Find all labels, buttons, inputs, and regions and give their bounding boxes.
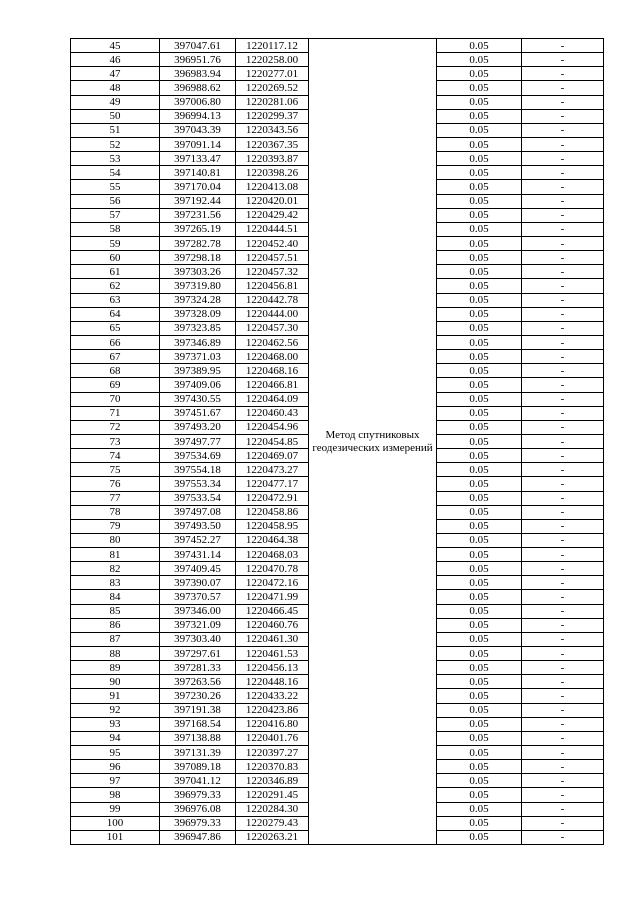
x-coordinate-cell: 397091.14 (160, 137, 236, 151)
error-cell: 0.05 (437, 152, 522, 166)
error-cell: 0.05 (437, 321, 522, 335)
error-cell: 0.05 (437, 307, 522, 321)
x-coordinate-cell: 396988.62 (160, 81, 236, 95)
error-cell: 0.05 (437, 533, 522, 547)
x-coordinate-cell: 397140.81 (160, 166, 236, 180)
x-coordinate-cell: 397231.56 (160, 208, 236, 222)
point-number-cell: 88 (71, 647, 160, 661)
x-coordinate-cell: 396979.33 (160, 788, 236, 802)
error-cell: 0.05 (437, 647, 522, 661)
note-cell: - (522, 760, 604, 774)
point-number-cell: 72 (71, 420, 160, 434)
error-cell: 0.05 (437, 279, 522, 293)
x-coordinate-cell: 397230.26 (160, 689, 236, 703)
point-number-cell: 67 (71, 350, 160, 364)
point-number-cell: 86 (71, 618, 160, 632)
point-number-cell: 51 (71, 123, 160, 137)
y-coordinate-cell: 1220456.13 (236, 661, 309, 675)
y-coordinate-cell: 1220423.86 (236, 703, 309, 717)
note-cell: - (522, 152, 604, 166)
error-cell: 0.05 (437, 222, 522, 236)
point-number-cell: 70 (71, 392, 160, 406)
coordinates-table (70, 38, 604, 845)
y-coordinate-cell: 1220398.26 (236, 166, 309, 180)
y-coordinate-cell: 1220413.08 (236, 180, 309, 194)
note-cell: - (522, 194, 604, 208)
note-cell: - (522, 746, 604, 760)
x-coordinate-cell: 396976.08 (160, 802, 236, 816)
x-coordinate-cell: 397431.14 (160, 548, 236, 562)
y-coordinate-cell: 1220117.12 (236, 39, 309, 53)
y-coordinate-cell: 1220457.32 (236, 265, 309, 279)
note-cell: - (522, 222, 604, 236)
error-cell: 0.05 (437, 548, 522, 562)
note-cell: - (522, 378, 604, 392)
point-number-cell: 85 (71, 604, 160, 618)
x-coordinate-cell: 397191.38 (160, 703, 236, 717)
y-coordinate-cell: 1220284.30 (236, 802, 309, 816)
note-cell: - (522, 251, 604, 265)
x-coordinate-cell: 397534.69 (160, 449, 236, 463)
y-coordinate-cell: 1220464.38 (236, 533, 309, 547)
error-cell: 0.05 (437, 109, 522, 123)
point-number-cell: 77 (71, 491, 160, 505)
y-coordinate-cell: 1220370.83 (236, 760, 309, 774)
x-coordinate-cell: 397430.55 (160, 392, 236, 406)
note-cell: - (522, 123, 604, 137)
x-coordinate-cell: 397493.20 (160, 420, 236, 434)
error-cell: 0.05 (437, 590, 522, 604)
point-number-cell: 83 (71, 576, 160, 590)
note-cell: - (522, 265, 604, 279)
note-cell: - (522, 703, 604, 717)
point-number-cell: 100 (71, 816, 160, 830)
x-coordinate-cell: 397497.77 (160, 434, 236, 448)
y-coordinate-cell: 1220461.30 (236, 632, 309, 646)
y-coordinate-cell: 1220444.51 (236, 222, 309, 236)
y-coordinate-cell: 1220343.56 (236, 123, 309, 137)
error-cell: 0.05 (437, 406, 522, 420)
x-coordinate-cell: 397451.67 (160, 406, 236, 420)
error-cell: 0.05 (437, 434, 522, 448)
x-coordinate-cell: 397497.08 (160, 505, 236, 519)
y-coordinate-cell: 1220448.16 (236, 675, 309, 689)
note-cell: - (522, 236, 604, 250)
error-cell: 0.05 (437, 774, 522, 788)
note-cell: - (522, 406, 604, 420)
y-coordinate-cell: 1220367.35 (236, 137, 309, 151)
error-cell: 0.05 (437, 166, 522, 180)
y-coordinate-cell: 1220469.07 (236, 449, 309, 463)
y-coordinate-cell: 1220269.52 (236, 81, 309, 95)
error-cell: 0.05 (437, 81, 522, 95)
x-coordinate-cell: 397324.28 (160, 293, 236, 307)
note-cell: - (522, 180, 604, 194)
error-cell: 0.05 (437, 335, 522, 349)
y-coordinate-cell: 1220397.27 (236, 746, 309, 760)
error-cell: 0.05 (437, 505, 522, 519)
note-cell: - (522, 109, 604, 123)
y-coordinate-cell: 1220456.81 (236, 279, 309, 293)
error-cell: 0.05 (437, 251, 522, 265)
point-number-cell: 90 (71, 675, 160, 689)
note-cell: - (522, 335, 604, 349)
error-cell: 0.05 (437, 293, 522, 307)
x-coordinate-cell: 397298.18 (160, 251, 236, 265)
x-coordinate-cell: 397370.57 (160, 590, 236, 604)
note-cell: - (522, 689, 604, 703)
x-coordinate-cell: 397133.47 (160, 152, 236, 166)
note-cell: - (522, 618, 604, 632)
point-number-cell: 79 (71, 519, 160, 533)
point-number-cell: 80 (71, 533, 160, 547)
note-cell: - (522, 279, 604, 293)
note-cell: - (522, 477, 604, 491)
point-number-cell: 57 (71, 208, 160, 222)
x-coordinate-cell: 397346.00 (160, 604, 236, 618)
point-number-cell: 96 (71, 760, 160, 774)
x-coordinate-cell: 397323.85 (160, 321, 236, 335)
x-coordinate-cell: 397047.61 (160, 39, 236, 53)
y-coordinate-cell: 1220454.85 (236, 434, 309, 448)
y-coordinate-cell: 1220279.43 (236, 816, 309, 830)
note-cell: - (522, 364, 604, 378)
error-cell: 0.05 (437, 802, 522, 816)
error-cell: 0.05 (437, 420, 522, 434)
note-cell: - (522, 505, 604, 519)
error-cell: 0.05 (437, 208, 522, 222)
error-cell: 0.05 (437, 703, 522, 717)
x-coordinate-cell: 397346.89 (160, 335, 236, 349)
x-coordinate-cell: 397282.78 (160, 236, 236, 250)
y-coordinate-cell: 1220461.53 (236, 647, 309, 661)
note-cell: - (522, 816, 604, 830)
error-cell: 0.05 (437, 364, 522, 378)
point-number-cell: 60 (71, 251, 160, 265)
x-coordinate-cell: 397089.18 (160, 760, 236, 774)
y-coordinate-cell: 1220472.91 (236, 491, 309, 505)
point-number-cell: 48 (71, 81, 160, 95)
point-number-cell: 69 (71, 378, 160, 392)
error-cell: 0.05 (437, 39, 522, 53)
error-cell: 0.05 (437, 392, 522, 406)
note-cell: - (522, 533, 604, 547)
point-number-cell: 52 (71, 137, 160, 151)
error-cell: 0.05 (437, 449, 522, 463)
x-coordinate-cell: 397265.19 (160, 222, 236, 236)
point-number-cell: 95 (71, 746, 160, 760)
point-number-cell: 58 (71, 222, 160, 236)
x-coordinate-cell: 397303.40 (160, 632, 236, 646)
note-cell: - (522, 67, 604, 81)
error-cell: 0.05 (437, 95, 522, 109)
x-coordinate-cell: 397297.61 (160, 647, 236, 661)
note-cell: - (522, 604, 604, 618)
error-cell: 0.05 (437, 491, 522, 505)
error-cell: 0.05 (437, 717, 522, 731)
note-cell: - (522, 53, 604, 67)
note-cell: - (522, 731, 604, 745)
point-number-cell: 81 (71, 548, 160, 562)
point-number-cell: 93 (71, 717, 160, 731)
table-row (71, 39, 604, 53)
point-number-cell: 49 (71, 95, 160, 109)
y-coordinate-cell: 1220420.01 (236, 194, 309, 208)
point-number-cell: 91 (71, 689, 160, 703)
error-cell: 0.05 (437, 180, 522, 194)
error-cell: 0.05 (437, 350, 522, 364)
y-coordinate-cell: 1220346.89 (236, 774, 309, 788)
error-cell: 0.05 (437, 463, 522, 477)
error-cell: 0.05 (437, 53, 522, 67)
x-coordinate-cell: 396979.33 (160, 816, 236, 830)
error-cell: 0.05 (437, 265, 522, 279)
y-coordinate-cell: 1220457.30 (236, 321, 309, 335)
y-coordinate-cell: 1220291.45 (236, 788, 309, 802)
x-coordinate-cell: 397409.06 (160, 378, 236, 392)
note-cell: - (522, 208, 604, 222)
point-number-cell: 76 (71, 477, 160, 491)
point-number-cell: 82 (71, 562, 160, 576)
y-coordinate-cell: 1220468.03 (236, 548, 309, 562)
y-coordinate-cell: 1220299.37 (236, 109, 309, 123)
note-cell: - (522, 632, 604, 646)
x-coordinate-cell: 396994.13 (160, 109, 236, 123)
x-coordinate-cell: 397493.50 (160, 519, 236, 533)
point-number-cell: 74 (71, 449, 160, 463)
y-coordinate-cell: 1220471.99 (236, 590, 309, 604)
error-cell: 0.05 (437, 123, 522, 137)
note-cell: - (522, 449, 604, 463)
x-coordinate-cell: 397281.33 (160, 661, 236, 675)
x-coordinate-cell: 397554.18 (160, 463, 236, 477)
y-coordinate-cell: 1220442.78 (236, 293, 309, 307)
y-coordinate-cell: 1220460.43 (236, 406, 309, 420)
error-cell: 0.05 (437, 137, 522, 151)
note-cell: - (522, 321, 604, 335)
error-cell: 0.05 (437, 731, 522, 745)
point-number-cell: 71 (71, 406, 160, 420)
y-coordinate-cell: 1220429.42 (236, 208, 309, 222)
y-coordinate-cell: 1220466.81 (236, 378, 309, 392)
error-cell: 0.05 (437, 788, 522, 802)
x-coordinate-cell: 397389.95 (160, 364, 236, 378)
x-coordinate-cell: 396947.86 (160, 830, 236, 844)
y-coordinate-cell: 1220477.17 (236, 477, 309, 491)
y-coordinate-cell: 1220444.00 (236, 307, 309, 321)
note-cell: - (522, 350, 604, 364)
point-number-cell: 62 (71, 279, 160, 293)
x-coordinate-cell: 397390.07 (160, 576, 236, 590)
x-coordinate-cell: 397303.26 (160, 265, 236, 279)
x-coordinate-cell: 397138.88 (160, 731, 236, 745)
point-number-cell: 68 (71, 364, 160, 378)
point-number-cell: 89 (71, 661, 160, 675)
error-cell: 0.05 (437, 194, 522, 208)
point-number-cell: 46 (71, 53, 160, 67)
method-cell: Метод спутниковых геодезических измерений (309, 39, 437, 845)
point-number-cell: 50 (71, 109, 160, 123)
y-coordinate-cell: 1220416.80 (236, 717, 309, 731)
point-number-cell: 54 (71, 166, 160, 180)
x-coordinate-cell: 397321.09 (160, 618, 236, 632)
point-number-cell: 45 (71, 39, 160, 53)
y-coordinate-cell: 1220468.16 (236, 364, 309, 378)
note-cell: - (522, 661, 604, 675)
note-cell: - (522, 434, 604, 448)
note-cell: - (522, 392, 604, 406)
point-number-cell: 63 (71, 293, 160, 307)
y-coordinate-cell: 1220466.45 (236, 604, 309, 618)
point-number-cell: 65 (71, 321, 160, 335)
y-coordinate-cell: 1220460.76 (236, 618, 309, 632)
note-cell: - (522, 717, 604, 731)
point-number-cell: 73 (71, 434, 160, 448)
y-coordinate-cell: 1220462.56 (236, 335, 309, 349)
x-coordinate-cell: 397168.54 (160, 717, 236, 731)
error-cell: 0.05 (437, 661, 522, 675)
error-cell: 0.05 (437, 576, 522, 590)
point-number-cell: 98 (71, 788, 160, 802)
error-cell: 0.05 (437, 378, 522, 392)
y-coordinate-cell: 1220457.51 (236, 251, 309, 265)
y-coordinate-cell: 1220433.22 (236, 689, 309, 703)
x-coordinate-cell: 397553.34 (160, 477, 236, 491)
y-coordinate-cell: 1220258.00 (236, 53, 309, 67)
y-coordinate-cell: 1220458.95 (236, 519, 309, 533)
y-coordinate-cell: 1220470.78 (236, 562, 309, 576)
note-cell: - (522, 39, 604, 53)
note-cell: - (522, 548, 604, 562)
x-coordinate-cell: 397533.54 (160, 491, 236, 505)
error-cell: 0.05 (437, 618, 522, 632)
coordinates-table-body (71, 39, 604, 845)
error-cell: 0.05 (437, 830, 522, 844)
note-cell: - (522, 293, 604, 307)
note-cell: - (522, 463, 604, 477)
note-cell: - (522, 675, 604, 689)
error-cell: 0.05 (437, 746, 522, 760)
note-cell: - (522, 647, 604, 661)
y-coordinate-cell: 1220454.96 (236, 420, 309, 434)
point-number-cell: 75 (71, 463, 160, 477)
y-coordinate-cell: 1220472.16 (236, 576, 309, 590)
x-coordinate-cell: 397328.09 (160, 307, 236, 321)
y-coordinate-cell: 1220401.76 (236, 731, 309, 745)
y-coordinate-cell: 1220277.01 (236, 67, 309, 81)
point-number-cell: 78 (71, 505, 160, 519)
x-coordinate-cell: 397263.56 (160, 675, 236, 689)
error-cell: 0.05 (437, 689, 522, 703)
note-cell: - (522, 137, 604, 151)
point-number-cell: 53 (71, 152, 160, 166)
note-cell: - (522, 788, 604, 802)
note-cell: - (522, 802, 604, 816)
error-cell: 0.05 (437, 675, 522, 689)
error-cell: 0.05 (437, 519, 522, 533)
point-number-cell: 97 (71, 774, 160, 788)
point-number-cell: 55 (71, 180, 160, 194)
point-number-cell: 87 (71, 632, 160, 646)
error-cell: 0.05 (437, 632, 522, 646)
point-number-cell: 66 (71, 335, 160, 349)
note-cell: - (522, 491, 604, 505)
y-coordinate-cell: 1220458.86 (236, 505, 309, 519)
error-cell: 0.05 (437, 67, 522, 81)
error-cell: 0.05 (437, 604, 522, 618)
y-coordinate-cell: 1220393.87 (236, 152, 309, 166)
point-number-cell: 61 (71, 265, 160, 279)
error-cell: 0.05 (437, 562, 522, 576)
point-number-cell: 56 (71, 194, 160, 208)
note-cell: - (522, 576, 604, 590)
y-coordinate-cell: 1220263.21 (236, 830, 309, 844)
x-coordinate-cell: 397170.04 (160, 180, 236, 194)
x-coordinate-cell: 396951.76 (160, 53, 236, 67)
y-coordinate-cell: 1220464.09 (236, 392, 309, 406)
error-cell: 0.05 (437, 236, 522, 250)
x-coordinate-cell: 397006.80 (160, 95, 236, 109)
x-coordinate-cell: 397452.27 (160, 533, 236, 547)
x-coordinate-cell: 397041.12 (160, 774, 236, 788)
note-cell: - (522, 519, 604, 533)
point-number-cell: 64 (71, 307, 160, 321)
note-cell: - (522, 590, 604, 604)
error-cell: 0.05 (437, 477, 522, 491)
point-number-cell: 99 (71, 802, 160, 816)
y-coordinate-cell: 1220468.00 (236, 350, 309, 364)
error-cell: 0.05 (437, 816, 522, 830)
note-cell: - (522, 830, 604, 844)
point-number-cell: 47 (71, 67, 160, 81)
note-cell: - (522, 562, 604, 576)
x-coordinate-cell: 397371.03 (160, 350, 236, 364)
point-number-cell: 94 (71, 731, 160, 745)
point-number-cell: 59 (71, 236, 160, 250)
y-coordinate-cell: 1220473.27 (236, 463, 309, 477)
y-coordinate-cell: 1220281.06 (236, 95, 309, 109)
point-number-cell: 101 (71, 830, 160, 844)
note-cell: - (522, 774, 604, 788)
point-number-cell: 92 (71, 703, 160, 717)
note-cell: - (522, 420, 604, 434)
x-coordinate-cell: 397409.45 (160, 562, 236, 576)
x-coordinate-cell: 397131.39 (160, 746, 236, 760)
note-cell: - (522, 166, 604, 180)
x-coordinate-cell: 396983.94 (160, 67, 236, 81)
error-cell: 0.05 (437, 760, 522, 774)
y-coordinate-cell: 1220452.40 (236, 236, 309, 250)
note-cell: - (522, 81, 604, 95)
point-number-cell: 84 (71, 590, 160, 604)
note-cell: - (522, 95, 604, 109)
note-cell: - (522, 307, 604, 321)
x-coordinate-cell: 397319.80 (160, 279, 236, 293)
x-coordinate-cell: 397192.44 (160, 194, 236, 208)
x-coordinate-cell: 397043.39 (160, 123, 236, 137)
